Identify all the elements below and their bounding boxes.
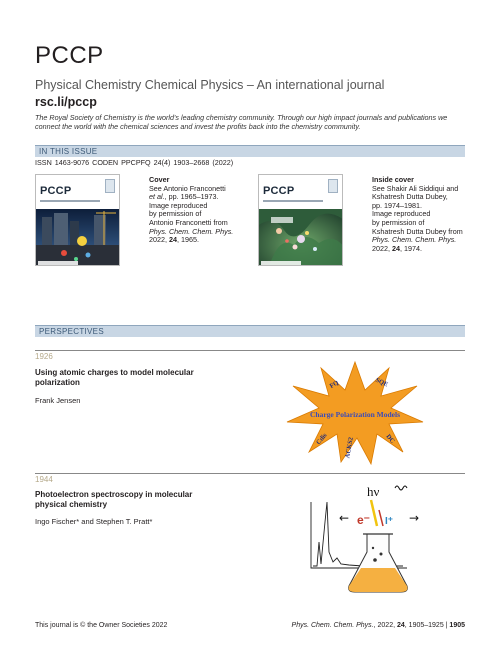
arrow-right-icon: → — [409, 511, 420, 525]
inside-cover-citation: Phys. Chem. Chem. Phys. — [372, 235, 457, 245]
inside-cover-line: Kshatresh Dutta Dubey from — [372, 226, 463, 236]
perspectives-bar — [35, 325, 465, 337]
inside-cover-citation: 2022, 24, 1974. — [372, 243, 422, 253]
graphic-label-cdis: Cdis — [315, 431, 329, 447]
article-title[interactable]: Using atomic charges to model molecular polarization — [35, 368, 194, 387]
inside-cover-line: See Shakir Ali Siddiqui and — [372, 183, 459, 193]
laser-beam-line — [371, 500, 377, 526]
journal-subtitle: Physical Chemistry Chemical Physics – An international journal — [35, 78, 385, 92]
charge-polarization-graphic — [285, 360, 425, 465]
inside-cover-badge — [328, 179, 338, 193]
graphic-label-fq: FQ — [328, 379, 340, 390]
ion-label: I⁺ — [385, 516, 394, 527]
inside-cover-header — [259, 175, 342, 209]
graphic-label-sqe: SQE — [374, 376, 390, 389]
in-this-issue-heading: IN THIS ISSUE — [39, 147, 98, 156]
front-cover-line: See Antonio Franconetti — [149, 183, 226, 193]
front-cover-line: by permission of — [149, 209, 202, 219]
article-page-number: 1944 — [35, 475, 53, 484]
article-rule — [35, 473, 465, 474]
front-cover-header — [36, 175, 119, 209]
front-cover-badge — [105, 179, 115, 193]
journal-title: PCCP — [35, 42, 104, 69]
electron-label: e⁻ — [357, 513, 371, 527]
inside-cover-line: Kshatresh Dutta Dubey, — [372, 192, 448, 202]
graphic-center-label: Charge Polarization Models — [310, 410, 400, 419]
front-cover-citation: Phys. Chem. Chem. Phys. — [149, 226, 234, 236]
article-rule — [35, 350, 465, 351]
inside-cover-line: Image reproduced — [372, 209, 431, 219]
inside-cover-line: by permission of — [372, 217, 425, 227]
front-cover-subline — [40, 200, 100, 202]
inside-cover-image — [258, 174, 343, 266]
front-cover-citation: 2022, 24, 1965. — [149, 235, 199, 245]
front-cover-caption — [149, 176, 249, 245]
rsc-description: The Royal Society of Chemistry is the world's leading chemistry community. Through our high impact journals and publications we connect the world with the chemical sciences and invest the profits back into the chemistry community. — [35, 113, 448, 131]
bubble-icon — [372, 547, 374, 549]
front-cover-image — [35, 174, 120, 266]
inside-cover-title: Inside cover — [372, 175, 414, 184]
arrow-left-icon: ← — [339, 511, 350, 525]
photon-wave-icon — [395, 486, 407, 490]
graphic-label-acks2: ACKS2 — [344, 436, 355, 459]
inside-cover-caption — [372, 176, 472, 253]
photoelectron-graphic — [303, 482, 429, 597]
inside-cover-subline — [263, 200, 323, 202]
journal-url[interactable]: rsc.li/pccp — [35, 95, 97, 109]
bubble-icon — [380, 553, 383, 556]
article-authors: Ingo Fischer* and Stephen T. Pratt* — [35, 517, 153, 526]
footer-citation: Phys. Chem. Chem. Phys., 2022, 24, 1905–1925 | 1905 — [291, 622, 465, 629]
footer-page-number: 1905 — [449, 622, 465, 629]
in-this-issue-bar — [35, 145, 465, 157]
article-page-number: 1926 — [35, 352, 53, 361]
hv-label: hν — [367, 484, 380, 499]
bubble-icon — [373, 558, 377, 562]
front-cover-line: et al., pp. 1965–1973. — [149, 192, 219, 202]
front-cover-line: Image reproduced — [149, 200, 208, 210]
graphic-label-dc: DC — [384, 433, 396, 445]
issn-line: ISSN 1463-9076 CODEN PPCPFQ 24(4) 1903–2668 (2022) — [35, 158, 234, 167]
article-authors: Frank Jensen — [35, 396, 81, 405]
perspectives-heading: PERSPECTIVES — [39, 327, 104, 336]
front-cover-line: Antonio Franconetti from — [149, 217, 228, 227]
front-cover-title: Cover — [149, 175, 170, 184]
article-title[interactable]: Photoelectron spectroscopy in molecular physical chemistry — [35, 490, 193, 509]
footer-copyright: This journal is © the Owner Societies 2022 — [35, 622, 168, 629]
beam-accent-line — [379, 510, 383, 526]
front-cover-logo: PCCP — [40, 185, 72, 197]
inside-cover-line: pp. 1974–1981. — [372, 200, 422, 210]
inside-cover-logo: PCCP — [263, 185, 295, 197]
